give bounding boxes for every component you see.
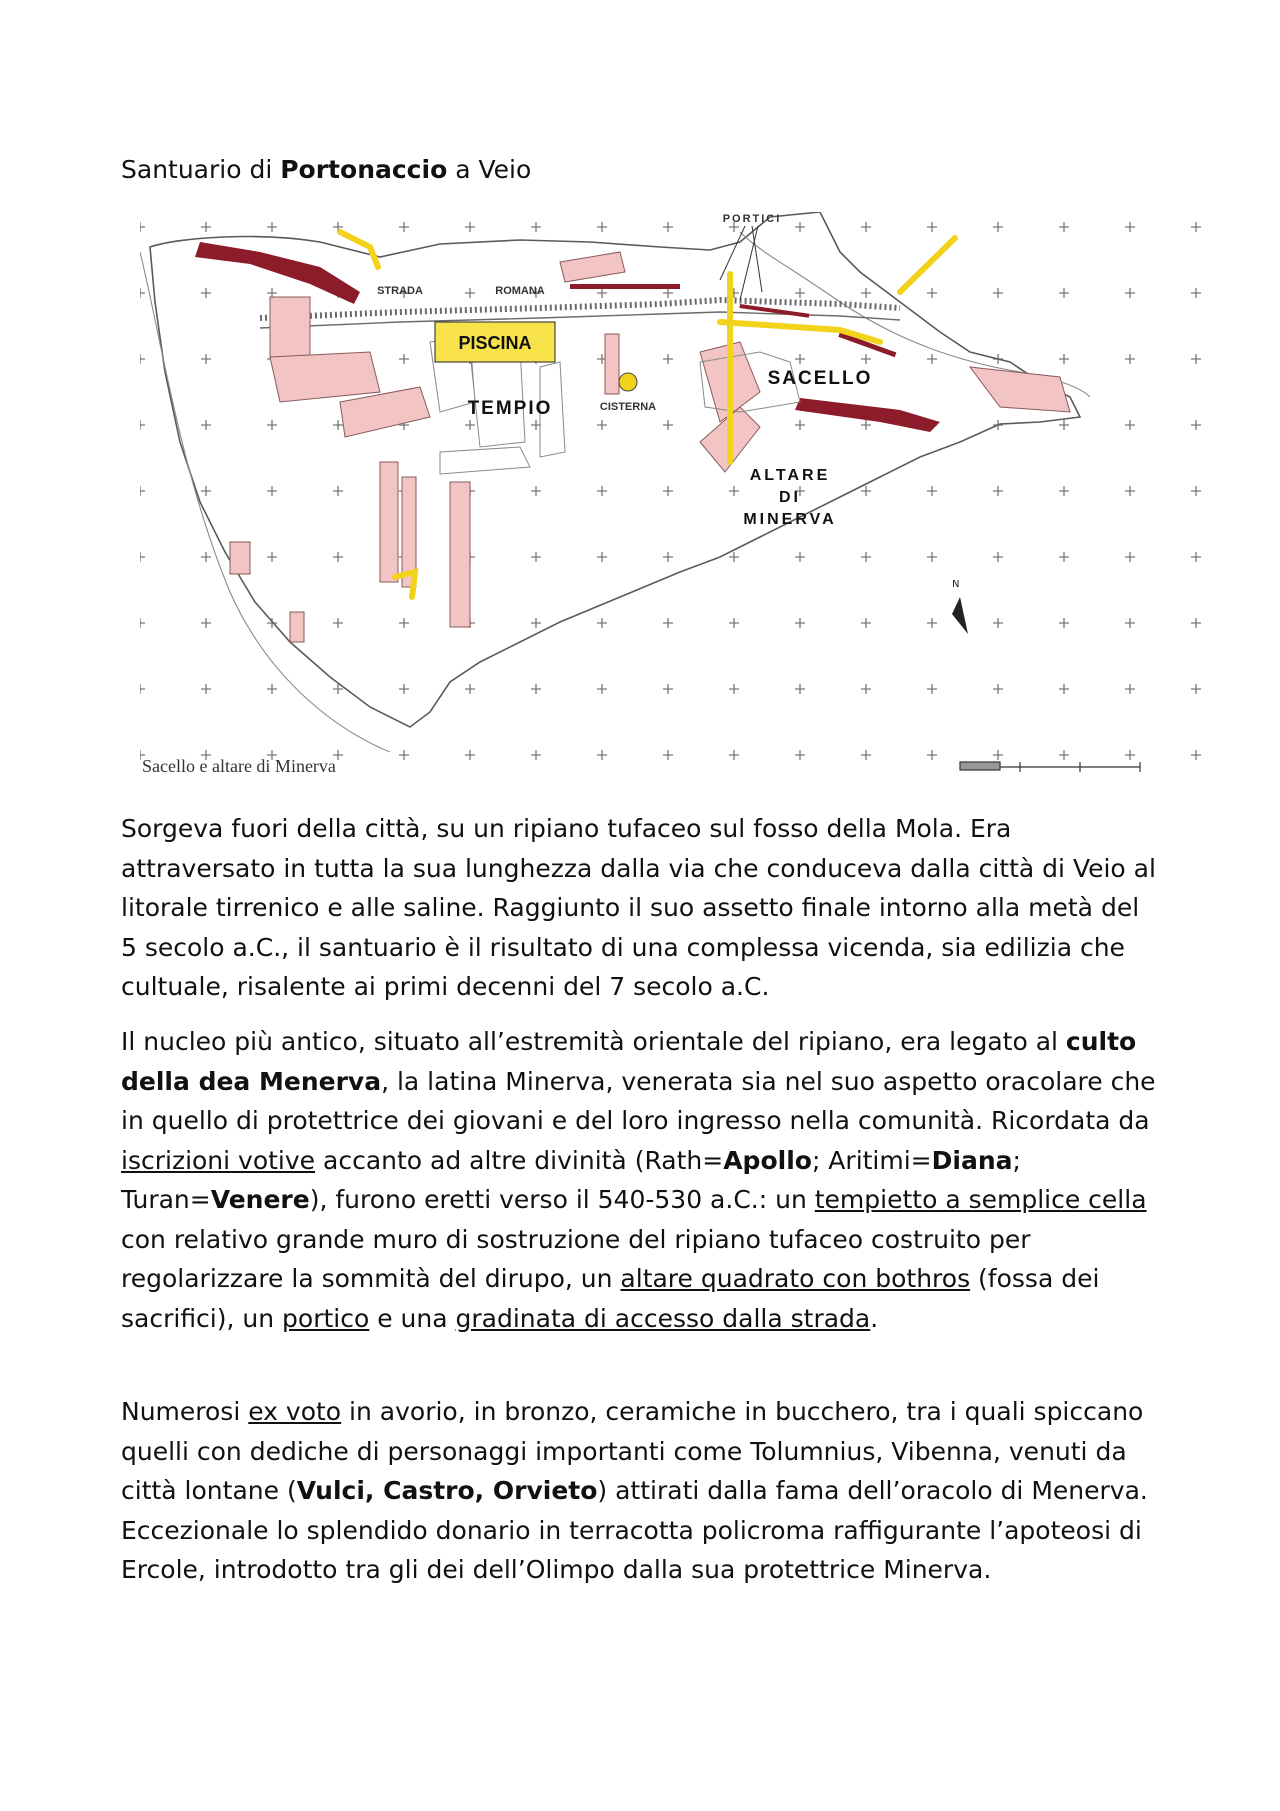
p2-bold-cult: culto della dea Menerva (121, 1027, 1137, 1096)
grid-cross (993, 486, 1003, 496)
map-label-strada: STRADA (377, 285, 423, 297)
grid-cross (597, 552, 607, 562)
sanctuary-map-svg (140, 212, 1220, 782)
map-label-cisterna: CISTERNA (599, 401, 657, 413)
grid-cross (927, 750, 937, 760)
p2-text-9: e una (369, 1303, 456, 1333)
wall-northwest (195, 242, 360, 304)
map-label-portici: PORTICI (722, 213, 782, 225)
grid-cross (267, 486, 277, 496)
grid-cross (795, 618, 805, 628)
grid-cross (663, 684, 673, 694)
grid-cross (927, 354, 937, 364)
grid-cross (1125, 552, 1135, 562)
grid-cross (1191, 354, 1201, 364)
grid-cross (267, 552, 277, 562)
grid-cross (993, 750, 1003, 760)
grid-cross (795, 552, 805, 562)
title-prefix: Santuario di (121, 155, 281, 184)
grid-cross (993, 618, 1003, 628)
grid-cross (465, 684, 475, 694)
paragraph-3 (121, 1392, 1161, 1590)
p3-text-2: in avorio, in bronzo, ceramiche in bucchero, tra i quali spiccano quelli con dediche di personaggi importanti come Tolumnius, Vibenna, venuti da città lontane ( (121, 1397, 1144, 1505)
title-suffix: a Veio (447, 155, 532, 184)
p2-link-tempietto[interactable]: tempietto a semplice cella (814, 1185, 1147, 1214)
grid-cross (1059, 420, 1069, 430)
grid-cross (795, 288, 805, 298)
grid-cross (465, 750, 475, 760)
grid-cross (333, 552, 343, 562)
grid-cross (861, 420, 871, 430)
grid-cross (663, 486, 673, 496)
outer-slope-line (140, 252, 390, 752)
portici-leader-1 (720, 226, 745, 280)
cisterna-marker (619, 373, 637, 391)
grid-cross (663, 354, 673, 364)
grid-cross (465, 222, 475, 232)
grid-cross (663, 288, 673, 298)
grid-cross (1125, 288, 1135, 298)
grid-cross (993, 288, 1003, 298)
grid-cross (333, 486, 343, 496)
grid-cross (465, 420, 475, 430)
path-northeast (900, 238, 955, 292)
map-label-romana: ROMANA (495, 285, 545, 297)
temple-steps (440, 447, 530, 474)
grid-cross (993, 684, 1003, 694)
scale-bar (960, 762, 1140, 772)
grid-cross (201, 420, 211, 430)
grid-cross (729, 486, 739, 496)
grid-cross (993, 222, 1003, 232)
p2-bold-apollo: Apollo (723, 1145, 812, 1175)
grid-cross (597, 750, 607, 760)
grid-cross (1059, 684, 1069, 694)
north-arrow-letter: N (952, 579, 960, 590)
grid-cross (267, 222, 277, 232)
grid-cross (140, 684, 145, 694)
p2-bold-venere: Venere (210, 1185, 310, 1214)
p3-text-1: Numerosi (121, 1397, 249, 1426)
grid-cross (201, 288, 211, 298)
grid-cross (1059, 750, 1069, 760)
excavated-structures (230, 252, 1070, 642)
sanctuary-map (140, 212, 1220, 782)
grid-cross (663, 552, 673, 562)
p2-link-portico[interactable]: portico (282, 1303, 370, 1333)
grid-cross (795, 222, 805, 232)
grid-cross (927, 486, 937, 496)
grid-cross (663, 750, 673, 760)
structure-small-1 (230, 542, 250, 574)
grid-cross (597, 486, 607, 496)
portici-leader-2 (752, 226, 762, 292)
p2-link-inscriptions[interactable]: iscrizioni votive (121, 1145, 316, 1175)
p2-text-5: ; Turan= (121, 1145, 1021, 1214)
p2-text-8: (fossa dei sacrifici), un (121, 1264, 1100, 1333)
grid-cross (1191, 552, 1201, 562)
grid-cross (597, 684, 607, 694)
map-label-tempio: TEMPIO (467, 398, 553, 419)
p2-text-3: accanto ad altre divinità (Rath= (315, 1145, 724, 1175)
grid-cross (1125, 486, 1135, 496)
grid-cross (140, 222, 145, 232)
grid-cross (861, 750, 871, 760)
p2-bold-diana: Diana (931, 1145, 1013, 1175)
grid-cross (1125, 618, 1135, 628)
grid-cross (1059, 552, 1069, 562)
grid-cross (1059, 354, 1069, 364)
grid-cross (1191, 684, 1201, 694)
grid-cross (1125, 420, 1135, 430)
grid-cross (201, 684, 211, 694)
grid-cross (927, 222, 937, 232)
structure-long-wall (380, 462, 398, 582)
plateau-outline (150, 212, 1080, 727)
grid-cross (140, 288, 145, 298)
map-label-altare: ALTARE (749, 467, 831, 484)
map-label-piscina: PISCINA (458, 333, 532, 353)
grid-cross (531, 222, 541, 232)
map-caption: Sacello e altare di Minerva (142, 756, 336, 776)
grid-cross (531, 750, 541, 760)
grid-cross (140, 354, 145, 364)
grid-cross (597, 618, 607, 628)
grid-cross (861, 684, 871, 694)
p2-text-7: con relativo grande muro di sostruzione del ripiano tufaceo costruito per regolarizzare la sommità del dirupo, un (121, 1224, 1031, 1293)
path-portici (720, 322, 840, 330)
p2-link-gradinata[interactable]: gradinata di accesso dalla strada (455, 1303, 871, 1333)
p3-bold-cities: Vulci, Castro, Orvieto (296, 1476, 598, 1505)
grid-cross (399, 222, 409, 232)
structure-cisterna-area (605, 334, 619, 394)
p2-link-altare[interactable]: altare quadrato con bothros (620, 1264, 971, 1293)
grid-cross (1191, 222, 1201, 232)
grid-cross (1059, 618, 1069, 628)
path-northwest (340, 232, 378, 267)
grid-cross (1125, 354, 1135, 364)
p2-text-2: , la latina Minerva, venerata sia nel suo aspetto oracolare che in quello di protettrice dei giovani e del loro ingresso nella comunità. Ricordata da (121, 1066, 1156, 1135)
grid-cross (861, 354, 871, 364)
paragraph-2 (121, 1022, 1161, 1338)
grid-cross (267, 420, 277, 430)
portici-leaders (720, 226, 762, 300)
grid-cross (597, 420, 607, 430)
grid-cross (663, 420, 673, 430)
grid-cross (795, 354, 805, 364)
grid-cross (399, 684, 409, 694)
grid-cross (729, 684, 739, 694)
grid-cross (795, 750, 805, 760)
grid-cross (201, 354, 211, 364)
portici-leader-3 (740, 226, 758, 300)
wall-sacello-south (795, 398, 940, 432)
paragraph-1 (121, 809, 1161, 1007)
scale-bar-block (960, 762, 1000, 770)
grid-cross (663, 222, 673, 232)
grid-cross (531, 552, 541, 562)
grid-cross (399, 750, 409, 760)
grid-cross (927, 618, 937, 628)
grid-cross (1191, 420, 1201, 430)
grid-cross (399, 618, 409, 628)
grid-cross (729, 618, 739, 628)
grid-cross (927, 684, 937, 694)
grid-cross (1191, 750, 1201, 760)
p3-link-ex-voto[interactable]: ex voto (248, 1397, 342, 1426)
structure-west-terrace (270, 352, 380, 402)
grid-cross (531, 486, 541, 496)
grid-cross (861, 222, 871, 232)
p2-text-10: . (870, 1303, 879, 1333)
structure-west (270, 297, 310, 357)
grid-cross (861, 486, 871, 496)
grid-cross (1125, 750, 1135, 760)
grid-cross (140, 486, 145, 496)
grid-cross (729, 552, 739, 562)
grid-cross (201, 618, 211, 628)
grid-cross (399, 354, 409, 364)
grid-cross (597, 222, 607, 232)
grid-cross (1125, 684, 1135, 694)
map-label-sacello: SACELLO (767, 368, 873, 389)
p2-text-1: Il nucleo più antico, situato all’estremità orientale del ripiano, era legato al (121, 1027, 1066, 1056)
grid-cross (1059, 288, 1069, 298)
paragraph-1-text: Sorgeva fuori della città, su un ripiano tufaceo sul fosso della Mola. Era attraversato in tutta la sua lunghezza dalla via che conduceva dalla città di Veio al litorale tirrenico e alle saline. Raggiunto il suo assetto finale intorno alla metà del 5 secolo a.C., il santuario è il risultato di una complessa vicenda, sia edilizia che cultuale, risalente ai primi decenni del 7 secolo a.C. (121, 814, 1156, 1001)
grid-cross (861, 552, 871, 562)
grid-cross (1059, 486, 1069, 496)
structure-east-wall (450, 482, 470, 627)
grid-cross (1191, 486, 1201, 496)
grid-cross (1059, 222, 1069, 232)
p3-text-3: ) attirati dalla fama dell’oracolo di Menerva. Eccezionale lo splendido donario in terracotta policroma raffigurante l’apoteosi di Ercole, introdotto tra gli dei dell’Olimpo dalla sua protettrice Minerva. (121, 1476, 1148, 1584)
title-site-name: Portonaccio (280, 155, 448, 184)
grid-cross (1125, 222, 1135, 232)
grid-cross (861, 288, 871, 298)
grid-cross (140, 420, 145, 430)
grid-cross (927, 552, 937, 562)
wall-portici-segment (739, 304, 809, 318)
grid-cross (663, 618, 673, 628)
grid-cross (267, 684, 277, 694)
grid-cross (531, 684, 541, 694)
grid-cross (465, 288, 475, 298)
grid-cross (201, 486, 211, 496)
structure-north (560, 252, 625, 282)
grid-cross (861, 618, 871, 628)
grid-cross (333, 420, 343, 430)
grid-cross (140, 618, 145, 628)
grid-cross (201, 222, 211, 232)
grid-cross (201, 552, 211, 562)
page-title (121, 153, 531, 187)
p2-text-6: ), furono eretti verso il 540-530 a.C.: un (309, 1185, 815, 1214)
grid-cross (531, 618, 541, 628)
grid-cross (1191, 288, 1201, 298)
grid-cross (795, 420, 805, 430)
north-arrow-shape (952, 597, 968, 634)
grid-cross (1191, 618, 1201, 628)
grid-cross (993, 552, 1003, 562)
grid-cross (597, 288, 607, 298)
structure-small-2 (290, 612, 304, 642)
structure-sacello-east (970, 367, 1070, 412)
p2-text-4: ; Aritimi= (811, 1145, 932, 1175)
grid-cross (729, 750, 739, 760)
map-label-minerva: MINERVA (743, 511, 837, 528)
map-label-di: DI (779, 489, 801, 506)
grid-cross (927, 288, 937, 298)
north-arrow (952, 579, 968, 634)
grid-cross (140, 552, 145, 562)
grid-cross (795, 684, 805, 694)
grid-cross (333, 618, 343, 628)
wall-strada-segment (570, 284, 680, 289)
